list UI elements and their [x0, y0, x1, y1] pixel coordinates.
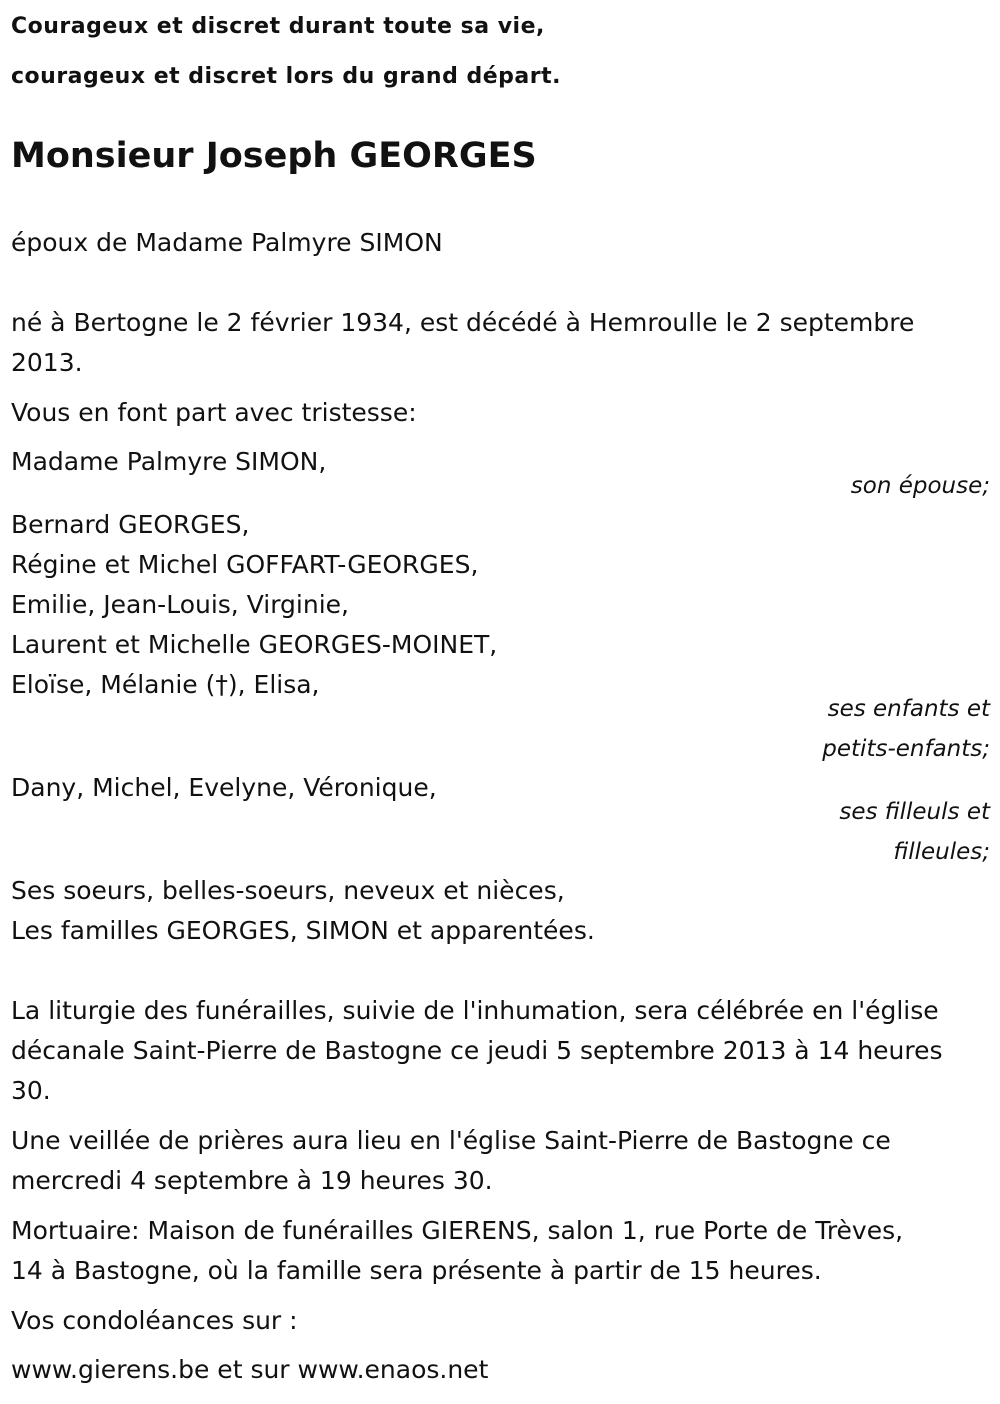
announcement-intro: Vous en font part avec tristesse:	[11, 398, 417, 427]
condolences-sites: www.gierens.be et sur www.enaos.net	[11, 1355, 489, 1384]
mourner-godchildren: Dany, Michel, Evelyne, Véronique,	[11, 773, 437, 802]
epigraph-line-1: Courageux et discret durant toute sa vie,	[11, 14, 545, 39]
funeral-line-3: 30.	[11, 1076, 51, 1105]
epigraph-line-2: courageux et discret lors du grand départ.	[11, 64, 561, 89]
spouse-line: époux de Madame Palmyre SIMON	[11, 228, 443, 257]
cross-icon: †	[215, 670, 228, 699]
mourner-others-1: Ses soeurs, belles-soeurs, neveux et nièces,	[11, 876, 565, 905]
mourner-child-5	[11, 665, 320, 705]
relation-godchildren-2: filleules;	[893, 839, 990, 865]
mortuary-line-2: 14 à Bastogne, où la famille sera présente à partir de 15 heures.	[11, 1256, 822, 1285]
mortuary-line-1: Mortuaire: Maison de funérailles GIERENS, salon 1, rue Porte de Trèves,	[11, 1216, 904, 1245]
relation-godchildren-1: ses filleuls et	[839, 799, 990, 825]
birth-death-line-2: 2013.	[11, 348, 83, 377]
mourner-child-5-after: ), Elisa,	[227, 670, 320, 699]
relation-spouse: son épouse;	[850, 473, 990, 499]
vigil-line-2: mercredi 4 septembre à 19 heures 30.	[11, 1166, 493, 1195]
relation-children-1: ses enfants et	[827, 696, 990, 722]
deceased-name: Monsieur Joseph GEORGES	[11, 136, 537, 176]
vigil-line-1: Une veillée de prières aura lieu en l'église Saint-Pierre de Bastogne ce	[11, 1126, 891, 1155]
mourner-child-5-before: Eloïse, Mélanie (	[11, 670, 216, 699]
mourner-child-3: Emilie, Jean-Louis, Virginie,	[11, 590, 349, 619]
mourner-others-2: Les familles GEORGES, SIMON et apparentées.	[11, 916, 595, 945]
funeral-line-1: La liturgie des funérailles, suivie de l'inhumation, sera célébrée en l'église	[11, 996, 939, 1025]
mourner-child-2: Régine et Michel GOFFART-GEORGES,	[11, 550, 479, 579]
mourner-spouse-name: Madame Palmyre SIMON,	[11, 447, 327, 476]
condolences-intro: Vos condoléances sur :	[11, 1306, 298, 1335]
mourner-child-1: Bernard GEORGES,	[11, 510, 250, 539]
funeral-line-2: décanale Saint-Pierre de Bastogne ce jeudi 5 septembre 2013 à 14 heures	[11, 1036, 943, 1065]
mourner-child-4: Laurent et Michelle GEORGES-MOINET,	[11, 630, 498, 659]
relation-children-2: petits-enfants;	[822, 736, 990, 762]
birth-death-line-1: né à Bertogne le 2 février 1934, est décédé à Hemroulle le 2 septembre	[11, 308, 915, 337]
